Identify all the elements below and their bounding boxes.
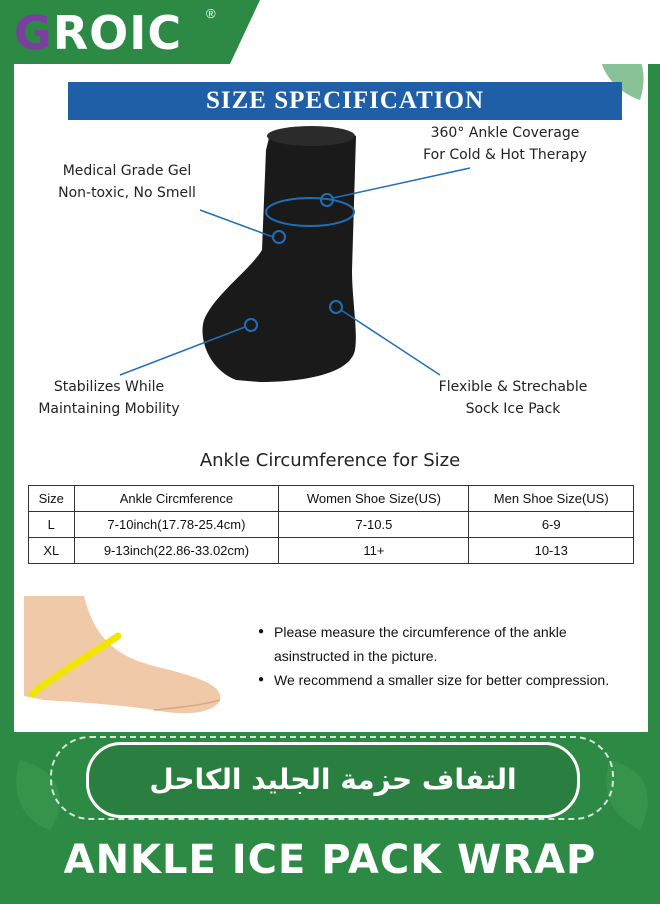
table-cell: 10-13	[469, 538, 634, 564]
note-item: ● We recommend a smaller size for better compression.	[258, 668, 609, 692]
size-table-title: Ankle Circumference for Size	[199, 450, 461, 471]
product-title: ANKLE ICE PACK WRAP	[63, 837, 597, 883]
size-table	[28, 485, 634, 564]
registered-mark: ®	[206, 6, 216, 21]
annotation-stabilizes	[14, 376, 204, 420]
note-text: asinstructed in the picture.	[274, 648, 438, 664]
annotation-flexible	[400, 376, 626, 420]
table-cell: 6-9	[469, 512, 634, 538]
brand-logo: GROIC	[14, 6, 183, 60]
foot-measure-illustration	[14, 596, 234, 726]
arabic-title-pill: التفاف حزمة الجليد الكاحل	[86, 742, 580, 818]
table-header: Size	[29, 486, 75, 512]
table-header: Women Shoe Size(US)	[279, 486, 469, 512]
table-row	[29, 538, 634, 564]
annotation-line: Medical Grade Gel	[62, 163, 192, 179]
table-cell: L	[29, 512, 75, 538]
table-cell: XL	[29, 538, 75, 564]
table-header-row	[29, 486, 634, 512]
annotation-coverage	[390, 122, 620, 166]
annotation-line: Maintaining Mobility	[38, 401, 180, 417]
measure-notes	[258, 620, 609, 692]
table-header: Ankle Circmference	[74, 486, 279, 512]
table-cell: 9-13inch(22.86-33.02cm)	[74, 538, 279, 564]
annotation-line: Non-toxic, No Smell	[58, 185, 196, 201]
table-header: Men Shoe Size(US)	[469, 486, 634, 512]
annotation-line: Sock Ice Pack	[465, 401, 561, 417]
table-cell: 7-10.5	[279, 512, 469, 538]
table-cell: 7-10inch(17.78-25.4cm)	[74, 512, 279, 538]
annotation-line: For Cold & Hot Therapy	[423, 147, 587, 163]
note-item	[258, 620, 609, 668]
annotation-line: Stabilizes While	[53, 379, 165, 395]
annotation-gel	[22, 160, 232, 204]
table-row	[29, 512, 634, 538]
note-text: Please measure the circumference of the ankle	[274, 624, 567, 640]
size-specification-banner: SIZE SPECIFICATION	[68, 82, 622, 120]
annotation-line: 360° Ankle Coverage	[430, 125, 580, 141]
annotation-line: Flexible & Strechable	[438, 379, 588, 395]
table-cell: 11+	[279, 538, 469, 564]
